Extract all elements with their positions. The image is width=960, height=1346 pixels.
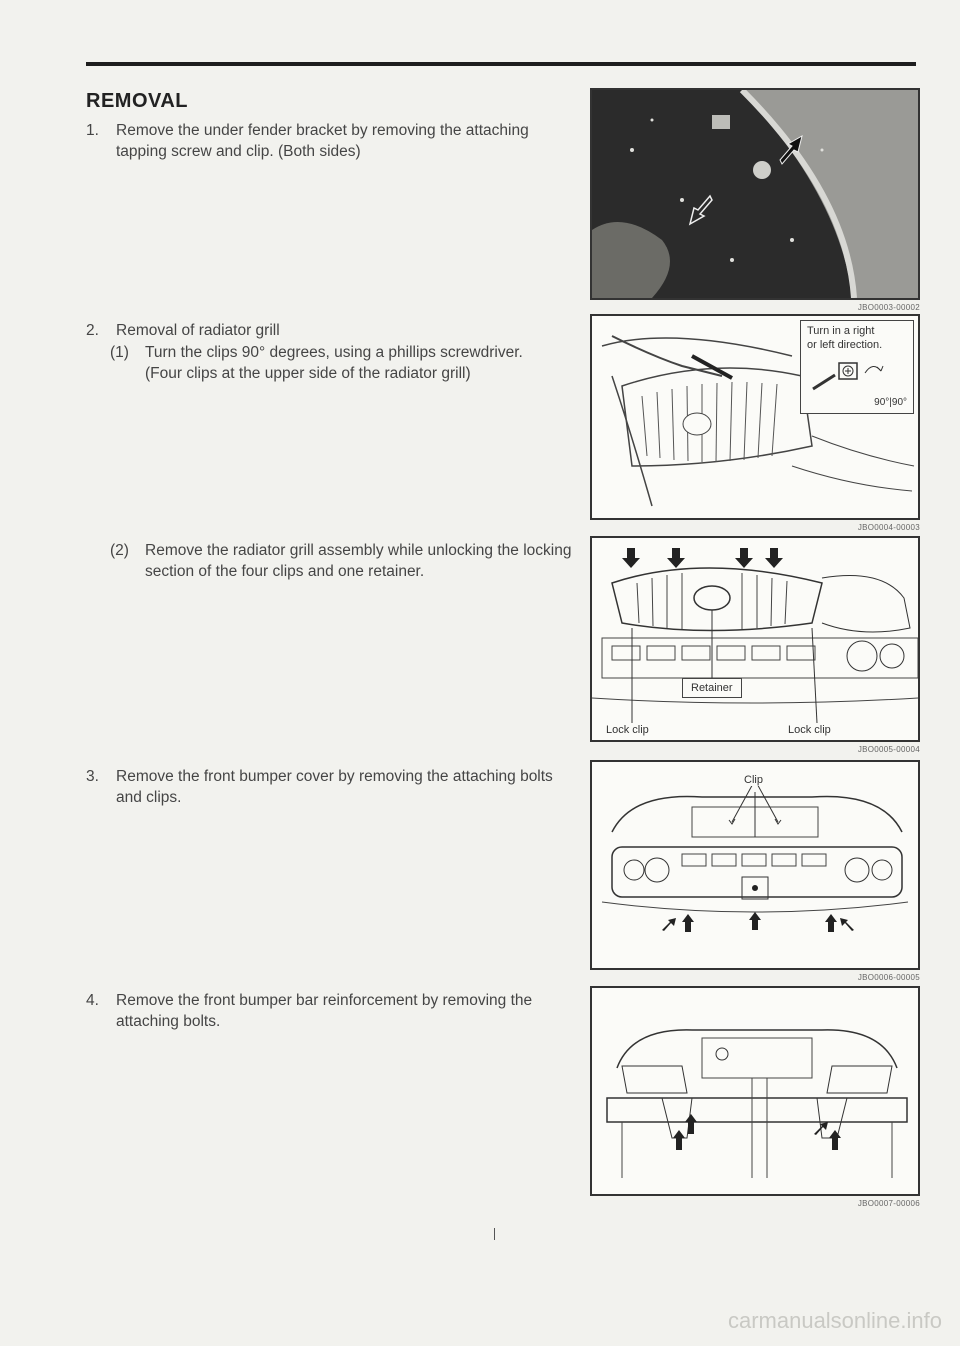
- figure-under-fender-bracket: [590, 88, 920, 312]
- clip-rotate-icon: [801, 355, 911, 395]
- substep-number: (2): [110, 542, 129, 559]
- figure-code: JBO0006-00005: [857, 973, 920, 982]
- step-number: 1.: [86, 122, 99, 139]
- substep-number: (1): [110, 344, 129, 361]
- top-rule: [86, 62, 916, 66]
- callout-box: [800, 320, 914, 414]
- figure-grill-removal: [590, 536, 920, 754]
- step-1: [86, 120, 571, 162]
- figure-grill-clips: [590, 314, 920, 532]
- label-lock-clip-right: Lock clip: [788, 724, 831, 736]
- label-retainer: Retainer: [682, 678, 742, 698]
- angle-label: 90°|90°: [874, 397, 907, 408]
- callout-text-line2: or left direction.: [807, 339, 883, 351]
- step-number: 3.: [86, 768, 99, 785]
- substep-text: Remove the radiator grill assembly while unlocking the locking section of the four clips and one retainer.: [145, 542, 572, 580]
- diagram-bumper-reinforcement: [590, 986, 920, 1196]
- step-text: Remove the front bumper bar reinforcement by removing the attaching bolts.: [116, 992, 533, 1030]
- label-clip: Clip: [744, 774, 763, 786]
- substep-text: Turn the clips 90° degrees, using a phillips screwdriver.: [145, 344, 523, 361]
- figure-bumper-cover: [590, 760, 920, 982]
- step-text: Removal of radiator grill: [116, 322, 280, 339]
- diagram-bumper-cover: [590, 760, 920, 970]
- substep-note: (Four clips at the upper side of the radiator grill): [145, 365, 471, 382]
- figure-bumper-reinforcement: [590, 986, 920, 1208]
- step-4: [86, 990, 571, 1032]
- callout-text-line1: Turn in a right: [807, 325, 875, 337]
- figure-code: JBO0004-00003: [857, 523, 920, 532]
- step-number: 2.: [86, 322, 99, 339]
- page-mark: [494, 1228, 495, 1240]
- section-title: REMOVAL: [86, 90, 189, 112]
- figure-code: JBO0007-00006: [857, 1199, 920, 1208]
- diagram-grill-clips: [590, 314, 920, 520]
- label-lock-clip-left: Lock clip: [606, 724, 649, 736]
- substep-2: [110, 540, 575, 582]
- step-3: [86, 766, 571, 808]
- photo-wheel-arch: [590, 88, 920, 300]
- diagram-grill-removal: [590, 536, 920, 742]
- figure-code: JBO0003-00002: [857, 303, 920, 312]
- watermark: carmanualsonline.info: [727, 1308, 942, 1333]
- substep-1: [110, 342, 575, 384]
- step-number: 4.: [86, 992, 99, 1009]
- figure-code: JBO0005-00004: [857, 745, 920, 754]
- step-text: Remove the front bumper cover by removing the attaching bolts and clips.: [116, 768, 553, 806]
- step-text: Remove the under fender bracket by removing the attaching tapping screw and clip. (Both sides): [116, 122, 529, 160]
- step-2: [86, 320, 571, 341]
